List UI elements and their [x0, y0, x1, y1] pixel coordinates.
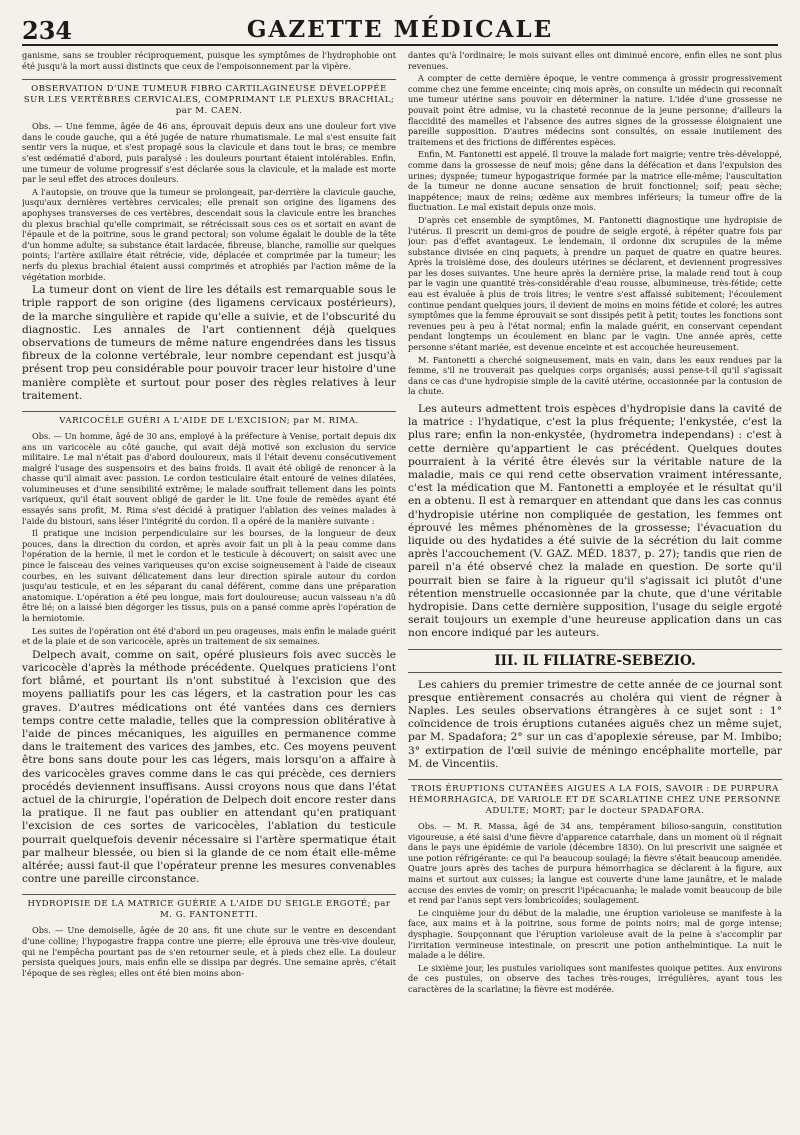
paragraph: D'après cet ensemble de symptômes, M. Fantonetti diagnostique une hydropisie de l'utérus. Il prescrit un demi-gros de poudre de seigle ergoté, à répéter quatre fois par jour: pas d'effet avantageux. Le lendemain, il ordonne dix scrupules de la même substance divisée en cinq paquets, à prendre un paquet de quatre en quatre heures. Après la troisième dose, des douleurs utérines se déclarent, et deviennent progressives par les doses suivantes. Une heure après la dernière prise, la malade rend tout à coup par le vagin une quantité très-considérable d'eau rousse, albumineuse, très-fétide; cette eau est évaluée à plus de trois litres; le ventre s'est affaissé subitement; l'écoulement continue pendant quelques jours, il devient de moins en moins fétide et coloré; les autres symptômes que la femme éprouvait se sont dissipés petit à petit; toutes les fonctions sont revenues peu à peu à l'état normal; enfin la malade guérit, en conservant cependant pendant longtemps un écoulement en blanc par le vagin. Une année après, cette personne s'étant mariée, est devenue enceinte et est accouchée heureusement.: [408, 214, 782, 353]
page-header: [22, 14, 778, 46]
paragraph: Obs. — Un homme, âgé de 30 ans, employé à la préfecture à Venise, portait depuis dix ans un varicocèle au côté gauche, qui avait déjà motivé son exclusion du service militaire. Le mal n'était pas d'abord douloureux, mais il l'était devenu consécutivement malgré l'usage des suspensoirs et des bains froids. Il avait été obligé de renoncer à la chasse qu'il aimait avec passion. Le cordon testiculaire était entouré de veines dilatées, volumineuses et d'une sensibilité extrême; le malade souffrait tellement dans les points variqueux, qu'il était souvent obligé de garder le lit. Une foule de remèdes ayant été essayés sans profit, M. Rima s'est décidé à pratiquer l'ablation des veines malades à l'aide du bistouri, sans léser l'intégrité du cordon. Il a opéré de la manière suivante :: [22, 430, 396, 526]
section-heading: III. IL FILIATRE-SEBEZIO.: [408, 649, 782, 673]
paragraph: Les suites de l'opération ont été d'abord un peu orageuses, mais enfin le malade guérit et de la plaie et de son varicocèle, après un traitement de six semaines.: [22, 625, 396, 647]
paragraph: Enfin, M. Fantonetti est appelé. Il trouve la malade fort maigrie; ventre très-développé, comme dans la grossesse de neuf mois; gêne dans la défécation et dans l'expulsion des urines; dyspnée; tumeur hypogastrique formée par la matrice elle-même; l'auscultation de la tumeur ne donne aucune sensation de bruit fonctionnel; soif; peau sèche; inappétence; maux de reins; œdème aux membres inférieurs; la tumeur offre de la fluctuation. Le mal existait depuis onze mois.: [408, 149, 782, 213]
section-intro-paragraph: Les cahiers du premier trimestre de cette année de ce journal sont presque entièrement consacrés au choléra qui vient de régner à Naples. Les seules observations étrangères à ce sujet sont : 1° coïncidence de trois éruptions cutanées aiguës chez un même sujet, par M. Spadafora; 2° sur un cas d'apoplexie séreuse, par M. Imbibo; 3° extirpation de l'œil suivie de méningo encéphalite mortelle, par M. de Vincentiis.: [408, 678, 782, 770]
paragraph: Obs. — Une femme, âgée de 46 ans, éprouvait depuis deux ans une douleur fort vive dans le coude gauche, qui a été jugée de nature rhumatismale. Le mal s'est ensuite fait sentir vers la nuque, et s'est propagé sous la clavicule et dans tout le bras; ce membre s'est œdématié d'abord, puis paralysé : les douleurs pourtant étaient intolérables. Enfin, une tumeur de volume progressif s'est déclarée sous la clavicule, et la malade est morte par le seul effet des atroces douleurs.: [22, 121, 396, 185]
right-column: [408, 50, 782, 1127]
paragraph: Le sixième jour, les pustules varioliques sont manifestes quoique petites. Aux environs de ces pustules, on observe des taches très-rouges, irrégulières, ayant tous les caractères de la scarlatine; la fièvre est modérée.: [408, 962, 782, 994]
commentary-paragraph: Les auteurs admettent trois espèces d'hydropisie dans la cavité de la matrice : l'hydatique, c'est la plus fréquente; l'enkystée, c'est la plus rare; enfin la non-enkystée, (hydrometra independans) : c'est à cette dernière qu'appartient le cas précédent. Quelques doutes pourraient à la vérité être élevés sur la véritable nature de la maladie, mais ce qui rend cette observation vraiment intéressante, c'est la médication que M. Fantonetti a employée et le résultat qu'il en a obtenu. Il est à remarquer en attendant que dans les cas connus d'hydropisie utérine non compliquée de gestation, les femmes ont éprouvé les mêmes phénomènes de la grossesse; l'évacuation du liquide ou des hydatides a été suivie de la sécrétion du lait comme après l'accouchement (V. GAZ. MÉD. 1837, p. 27); tandis que rien de pareil n'a été observé chez la malade en question. De sorte qu'il pourrait bien se faire à la rigueur qu'il s'agissait ici plutôt d'une rétention menstruelle occasionnée par la chute, que d'une véritable hydropisie. Dans cette dernière supposition, l'usage du seigle ergoté serait toujours un exemple d'une heureuse application dans un cas non encore indiqué par les auteurs.: [408, 403, 782, 640]
article-title-hydropisie: HYDROPISIE DE LA MATRICE GUÉRIE A L'AIDE DU SEIGLE ERGOTÉ; par M. G. FANTONETTI.: [22, 894, 396, 921]
intro-paragraph: ganisme, sans se troubler réciproquement, puisque les symptômes de l'hydrophobie ont été jusqu'à la mort aussi distincts que ceux de l'empoisonnement par la vipère.: [22, 50, 396, 71]
paragraph: Obs. — M. R. Massa, âgé de 34 ans, tempérament bilioso-sanguin, constitution vigoureuse, a été saisi d'une fièvre d'apparence catarrhale, dans un moment où il régnait dans le pays une épidémie de variole (décembre 1830). On lui prescrivit une saignée et une potion réfrigérante: ce qui l'a beaucoup soulagé; la fièvre s'était beaucoup amendée. Quatre jours après des taches de purpura hémorrhagica se déclarent à la figure, aux mains et surtout aux cuisses; la langue est couverte d'une lame jaunâtre, et le malade accuse des envies de vomir; on prescrit l'ipécacuanha; le malade vomit beaucoup de bile et rend par l'anus sept vers lombricoïdes; soulagement.: [408, 821, 782, 906]
article-title-varicocele: VARICOCÈLE GUÉRI A L'AIDE DE L'EXCISION; par M. RIMA.: [22, 411, 396, 427]
paragraph: Obs. — Une demoiselle, âgée de 20 ans, fit une chute sur le ventre en descendant d'une colline; l'hypogastre frappa contre une pierre; elle éprouva une très-vive douleur, qui ne l'empêcha pourtant pas de s'en retourner seule, et à pieds chez elle. La douleur persista quelques jours, mais enfin elle se dissipa par degrés. Une semaine après, c'était l'époque de ses règles; elles ont été bien moins abon-: [22, 925, 396, 978]
article-title-tumeur: OBSERVATION D'UNE TUMEUR FIBRO CARTILAGINEUSE DÉVELOPPÉE SUR LES VERTÈBRES CERVICALES, COMPRIMANT LE PLEXUS BRACHIAL; par M. CAEN.: [22, 79, 396, 117]
paragraph: dantes qu'à l'ordinaire; le mois suivant elles ont diminué encore, enfin elles ne sont plus revenues.: [408, 50, 782, 71]
paragraph: A compter de cette dernière époque, le ventre commença à grossir progressivement comme chez une femme enceinte; cinq mois après, on consulte un médecin qui reconnaît une tumeur utérine sans pouvoir en déterminer la nature. L'idée d'une grossesse ne pouvait point être admise, vu la chasteté reconnue de la jeune personne; d'ailleurs la flaccidité des mamelles et l'absence des autres signes de la grossesse éloignaient une pareille supposition. D'autres médecins sont consultés, on essaie inutilement des traitemens et des frictions de différentes espèces.: [408, 73, 782, 147]
journal-title: GAZETTE MÉDICALE: [246, 16, 554, 43]
commentary-paragraph: Delpech avait, comme on sait, opéré plusieurs fois avec succès le varicocèle d'après la méthode précédente. Quelques praticiens l'ont fort blâmé, et pourtant ils n'ont substitué à l'excision que des moyens palliatifs pour les cas légers, et la castration pour les cas graves. D'autres médications ont été vantées dans ces derniers temps contre cette maladie, telles que la compression oblitérative à l'aide de pinces mécaniques, les aiguilles en permanence comme dans le traitement des varices des jambes, etc. Ces moyens peuvent être bons sans doute pour les cas légers, mais lorsqu'on a affaire à des varicocèles graves comme dans le cas qui précède, ces derniers procédés deviennent insuffisans. Aussi croyons nous que dans l'état actuel de la chirurgie, l'opération de Delpech doit encore rester dans la pratique. Il ne faut pas oublier en attendant qu'en pratiquant l'excision de ces sortes de varicocèles, l'ablation du testicule pourrait quelquefois devenir nécessaire si l'artère spermatique était par malheur blessée, ou bien si la glande de ce nom était elle-même altérée; aussi faut-il que l'opérateur prenne les mesures convenables contre une pareille circonstance.: [22, 648, 396, 886]
article-title-eruptions: TROIS ÉRUPTIONS CUTANÉES AIGUES A LA FOIS, SAVOIR : DE PURPURA HÉMORRHAGICA, DE VARIOLE ET DE SCARLATINE CHEZ UNE PERSONNE ADULTE; MORT; par le docteur SPADAFORA.: [408, 779, 782, 817]
commentary-paragraph: La tumeur dont on vient de lire les détails est remarquable sous le triple rapport de son origine (des ligamens cervicaux postérieurs), de la marche singulière et rapide qu'elle a suivie, et de l'obscurité du diagnostic. Les annales de l'art contiennent déjà quelques observations de tumeurs de même nature engendrées dans les tissus fibreux de la colonne vertébrale, leur nombre cependant est jusqu'à présent trop peu considérable pour pouvoir tracer leur histoire d'une manière complète et surtout pour poser des règles relatives à leur traitement.: [22, 284, 396, 402]
paragraph: M. Fantonetti a cherché soigneusement, mais en vain, dans les eaux rendues par la femme, s'il ne trouverait pas quelques corps organisés; aussi pense-t-il qu'il s'agissait dans ce cas d'une hydropisie simple de la cavité utérine, occasionnée par la contusion de la chute.: [408, 354, 782, 397]
columns: [22, 50, 782, 1127]
page-number: 234: [22, 16, 73, 45]
paragraph: Il pratique une incision perpendiculaire sur les bourses, de la longueur de deux pouces, dans la direction du cordon, et après avoir fait un pli à la peau comme dans l'opération de la hernie, il met le cordon et le testicule à découvert; on saisit avec une pince le faisceau des veines variqueuses qu'on excise soigneusement à l'aide de ciseaux courbes, en les suivant délicatement dans leur direction spirale autour du cordon jusqu'au testicule, et en les séparant du canal déférent, comme dans une préparation anatomique. L'opération a été peu longue, mais fort douloureuse; aucun vaisseau n'a dû être lié; on a laissé bien dégorger les tissus, puis on a pansé comme après l'opération de la herniotomie.: [22, 528, 396, 624]
paragraph: A l'autopsie, on trouve que la tumeur se prolongeait, par-derrière la clavicule gauche, jusqu'aux dernières vertèbres cervicales; elle prenait son origine des ligamens des apophyses transverses de ces vertèbres, descendait sous la clavicule entre les branches du plexus brachial qu'elle comprimait, se rétrécissait sous ces os et sortait en avant de l'épaule et de la poitrine, sous le grand pectoral; son volume égalait le double de la tête d'un homme adulte; sa substance était lardacée, fibreuse, blanche, ramollie sur quelques points; l'artère axillaire était rétrécie, vide, déplacée et comprimée par la tumeur; les nerfs du plexus brachial étaient aussi comprimés et atrophiés par l'action même de la végétation morbide.: [22, 186, 396, 282]
left-column: [22, 50, 396, 1127]
paragraph: Le cinquième jour du début de la maladie, une éruption varioleuse se manifeste à la face, aux mains et à la poitrine, sous forme de points noirs; mal de gorge intense; dysphagie. Soupçonnant que l'éruption varioleuse avait de la peine à s'accomplir par l'irritation vermineuse intestinale, on prescrit une potion anthelmintique. La nuit le malade a le délire.: [408, 907, 782, 961]
